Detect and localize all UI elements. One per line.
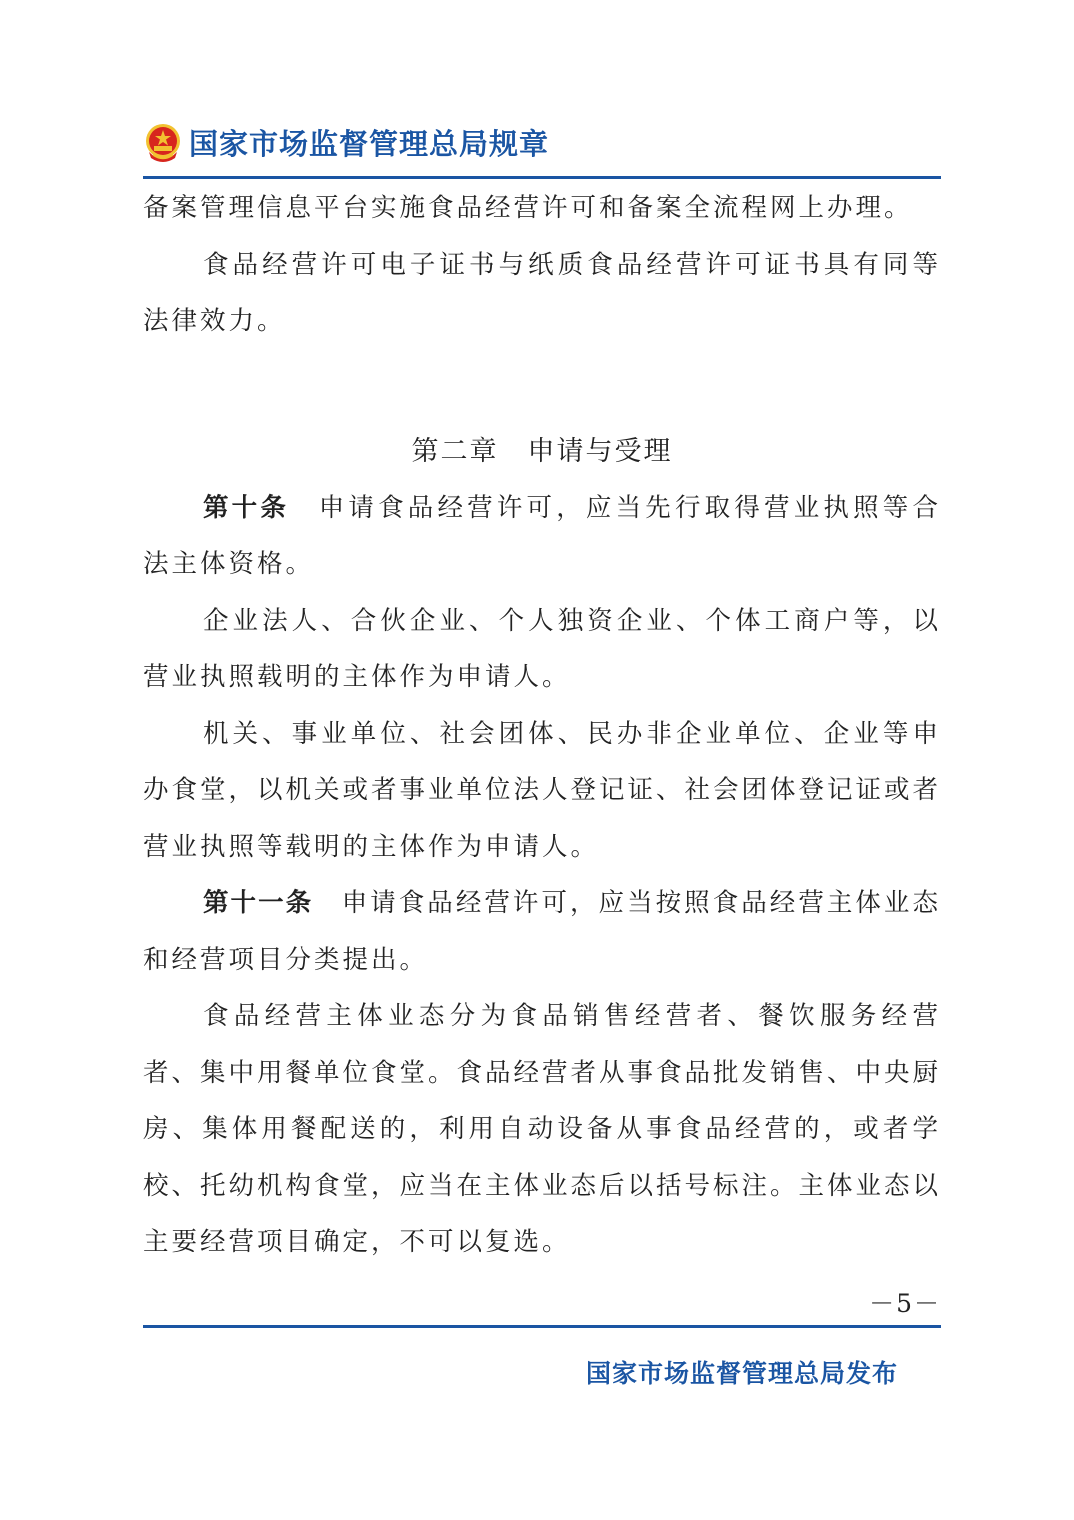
paragraph-continuation: 备案管理信息平台实施食品经营许可和备案全流程网上办理。 (143, 193, 913, 223)
footer-publisher: 国家市场监督管理总局发布 (585, 1359, 898, 1388)
page-header (143, 116, 941, 178)
paragraph-enterprise-applicant: 企业法人、合伙企业、个人独资企业、个体工商户等，以营业执照载明的主体作为申请人。 (143, 605, 941, 692)
article-11-text: 申请食品经营许可，应当按照食品经营主体业态和经营项目分类提出。 (143, 888, 941, 975)
article-10-text: 申请食品经营许可，应当先行取得营业执照等合法主体资格。 (143, 492, 941, 579)
document-body (143, 180, 941, 1271)
paragraph-canteen-applicant: 机关、事业单位、社会团体、民办非企业单位、企业等申办食堂，以机关或者事业单位法人登记证、社会团体登记证或者营业执照等载明的主体作为申请人。 (143, 718, 942, 862)
page-number: －5－ (869, 1289, 941, 1318)
article-11 (143, 875, 941, 988)
paragraph-e-certificate: 食品经营许可电子证书与纸质食品经营许可证书具有同等法律效力。 (143, 249, 941, 336)
paragraph-business-forms: 食品经营主体业态分为食品销售经营者、餐饮服务经营者、集中用餐单位食堂。食品经营者从事食品批发销售、中央厨房、集体用餐配送的，利用自动设备从事食品经营的，或者学校、托幼机构食堂，应当在主体业态后以括号标注。主体业态以主要经营项目确定，不可以复选。 (143, 1001, 942, 1257)
header-title: 国家市场监督管理总局规章 (189, 127, 550, 161)
article-10-label: 第十条 (203, 492, 290, 523)
article-11-label: 第十一条 (203, 888, 314, 918)
national-emblem-icon (143, 122, 183, 164)
article-10 (143, 480, 941, 593)
header-divider (143, 176, 941, 179)
footer-divider (143, 1325, 941, 1328)
chapter-heading: 第二章 申请与受理 (411, 435, 673, 467)
